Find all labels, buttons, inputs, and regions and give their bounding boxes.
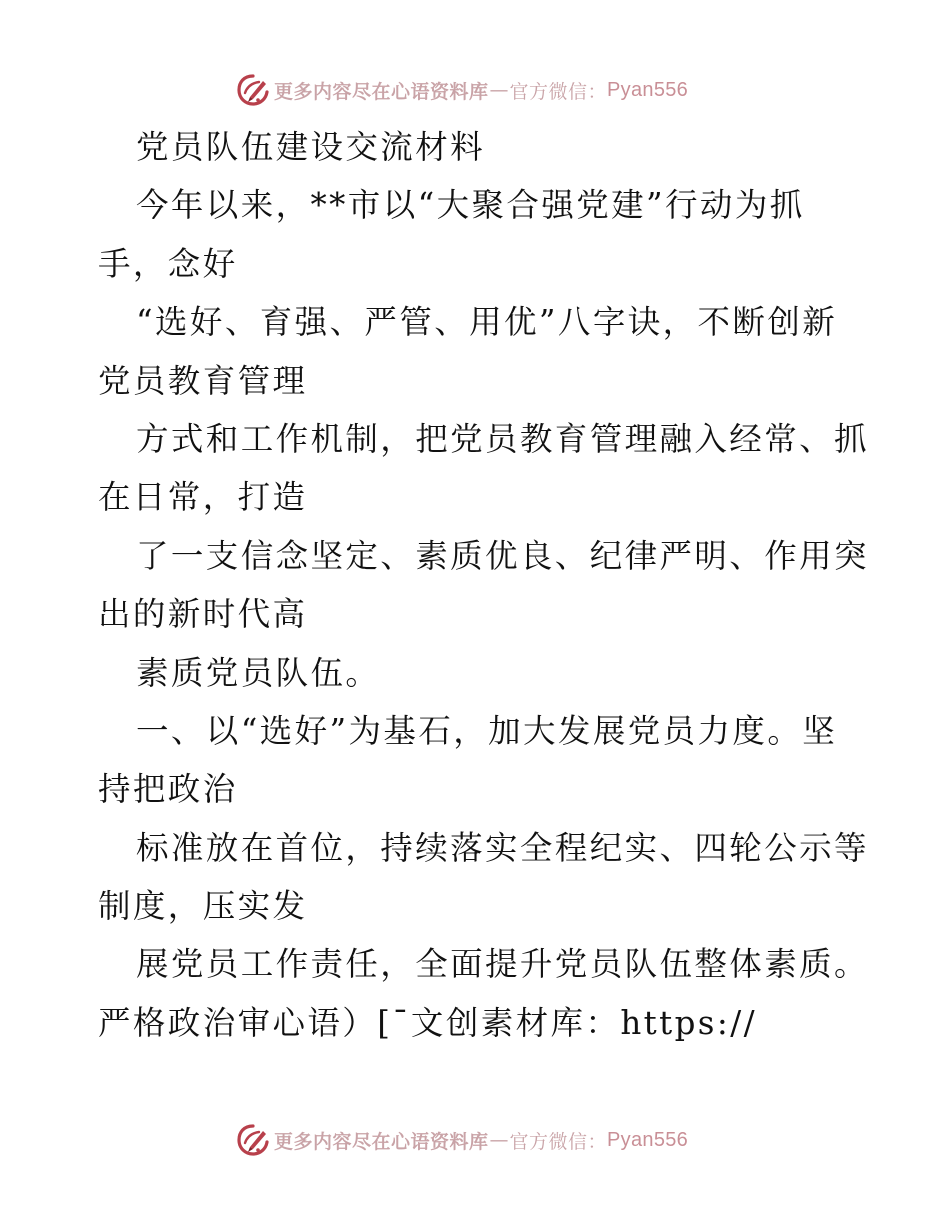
footer-banner-wechat-id: Pyan556 [607,1128,689,1151]
header-banner-main-text: 更多内容尽在心语资料库 [274,80,489,103]
paragraph-line: 展党员工作责任，全面提升党员队伍整体素质。 [136,945,869,984]
paragraph-line: 持把政治 [98,770,238,809]
paragraph-line: 方式和工作机制，把党员教育管理融入经常、抓 [136,419,869,458]
paragraph-line: 出的新时代高 [98,595,308,634]
header-banner-wechat-id: Pyan556 [607,78,689,101]
paragraph-line: 在日常，打造 [98,478,308,517]
paragraph-line: 手，念好 [98,244,238,283]
header-banner-separator: — [489,79,509,101]
footer-banner-main-text: 更多内容尽在心语资料库 [274,1130,489,1153]
pen-swirl-logo-icon [236,73,270,107]
document-body [98,118,869,1052]
footer-banner [236,1122,688,1158]
header-banner-wechat-label: 官方微信： [509,80,608,103]
paragraph-line: 今年以来，**市以“大聚合强党建”行动为抓 [136,186,805,225]
footer-banner-separator: — [489,1129,509,1151]
section-heading-line: 一、以“选好”为基石，加大发展党员力度。坚 [136,711,838,750]
paragraph-line: 了一支信念坚定、素质优良、纪律严明、作用突 [136,536,869,575]
document-title: 党员队伍建设交流材料 [136,128,486,166]
pen-swirl-logo-icon [236,1123,270,1157]
paragraph-line: 党员教育管理 [98,361,308,400]
footer-banner-wechat-label: 官方微信： [509,1130,608,1153]
paragraph-line: 标准放在首位，持续落实全程纪实、四轮公示等 [136,828,869,867]
paragraph-line: 严格政治审心语）[¯文创素材库：https:// [98,1003,757,1042]
header-banner [236,72,688,108]
paragraph-line: “选好、育强、严管、用优”八字诀，不断创新 [136,303,838,342]
paragraph-line: 制度，压实发 [98,887,308,926]
paragraph-line: 素质党员队伍。 [136,653,381,692]
